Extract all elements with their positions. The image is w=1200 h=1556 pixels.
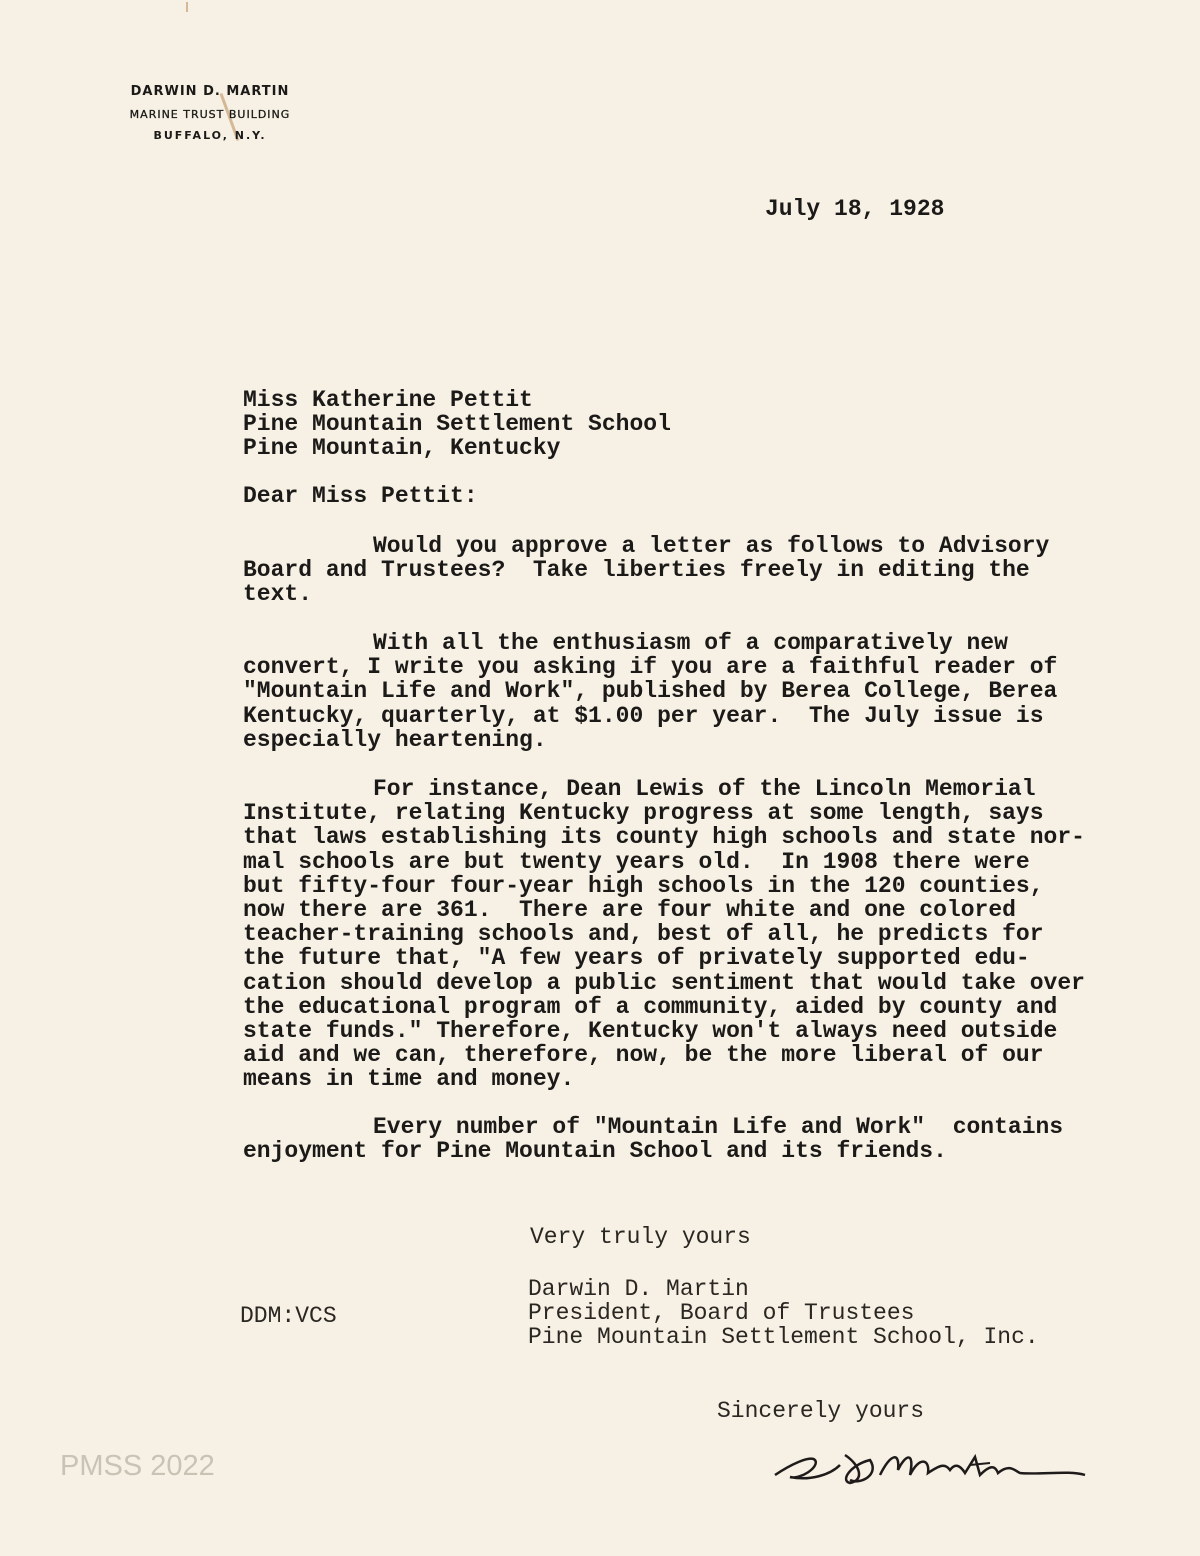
signature-line: Darwin D. Martin [528,1276,749,1302]
text-line: Institute, relating Kentucky progress at some length, says [243,800,1044,827]
paragraph-4 [243,1115,1063,1163]
signature-line: President, Board of Trustees [528,1300,915,1327]
text-line: especially heartening. [243,726,547,753]
text-line: Board and Trustees? Take liberties freely in editing the [243,557,1030,584]
text-line: With all the enthusiasm of a comparatively new [373,630,1008,656]
letterhead-city: BUFFALO, N.Y. [153,129,267,142]
text-line: Every number of "Mountain Life and Work" contains [373,1114,1064,1140]
text-line: but fifty-four four-year high schools in the 120 counties, [243,872,1044,899]
text-line: now there are 361. There are four white and one colored [243,896,1016,923]
signature-line: Pine Mountain Settlement School, Inc. [528,1324,1039,1351]
text-line: cation should develop a public sentiment that would take over [243,969,1085,996]
text-line: aid and we can, therefore, now, be the more liberal of our [243,1042,1044,1069]
text-line: Kentucky, quarterly, at $1.00 per year. The July issue is [243,702,1044,729]
watermark: PMSS 2022 [60,1450,215,1482]
text-line: Would you approve a letter as follows to Advisory [373,533,1050,559]
closing: Very truly yours [530,1224,751,1250]
text-line: "Mountain Life and Work", published by Berea College, Berea [243,678,1058,705]
text-line: that laws establishing its county high schools and state nor- [243,824,1085,851]
typist-initials: DDM:VCS [240,1303,337,1329]
letterhead-building: MARINE TRUST BUILDING [129,108,291,121]
text-line: the future that, "A few years of privately supported edu- [243,945,1030,972]
paragraph-3 [243,777,1085,1091]
paper-stain [186,2,188,12]
text-line: enjoyment for Pine Mountain School and its friends. [243,1138,947,1165]
address-line: Pine Mountain, Kentucky [243,435,561,462]
text-line: teacher-training schools and, best of all, he predicts for [243,921,1044,948]
sign-off: Sincerely yours [717,1398,925,1424]
handwritten-signature [770,1435,1090,1495]
letter-date: July 18, 1928 [765,196,945,222]
text-line: convert, I write you asking if you are a faithful reader of [243,654,1058,681]
paragraph-2 [243,631,1057,752]
address-line: Pine Mountain Settlement School [243,411,671,438]
text-line: state funds." Therefore, Kentucky won't always need outside [243,1017,1058,1044]
text-line: means in time and money. [243,1066,575,1093]
letterhead-name: DARWIN D. MARTIN [130,84,290,99]
recipient-address [243,388,671,461]
text-line: mal schools are but twenty years old. In 1908 there were [243,848,1030,875]
address-line: Miss Katherine Pettit [243,387,533,413]
signature-block [528,1277,1039,1350]
text-line: the educational program of a community, aided by county and [243,993,1058,1020]
paragraph-1 [243,534,1049,607]
text-line: text. [243,581,313,608]
text-line: For instance, Dean Lewis of the Lincoln Memorial [373,776,1036,802]
salutation: Dear Miss Pettit: [243,483,478,509]
